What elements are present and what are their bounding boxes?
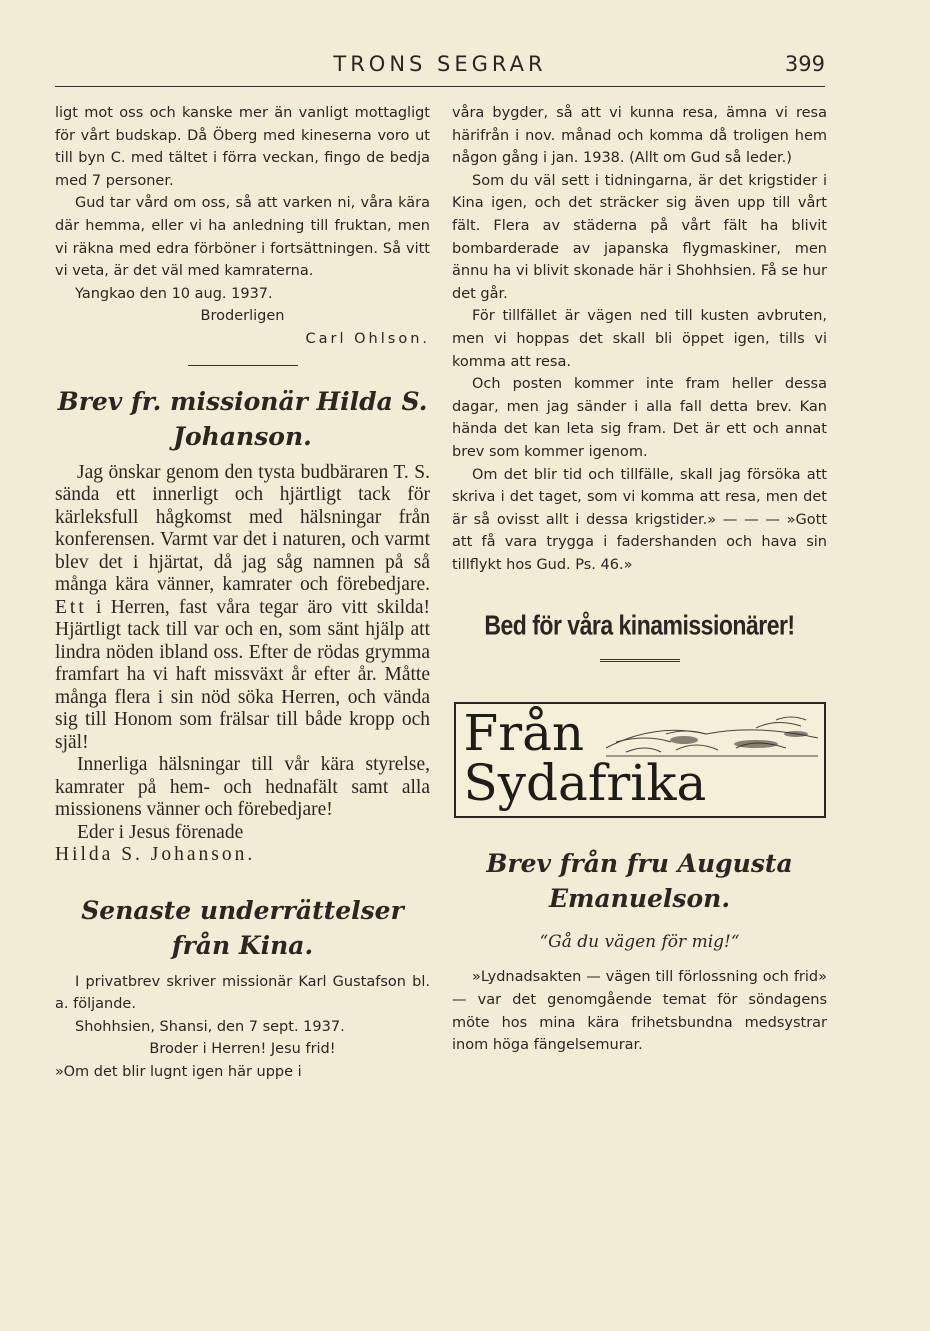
double-divider [600,659,680,662]
banner-line-1: Från [463,704,585,763]
banner-line-2: Sydafrika [463,754,707,813]
letter-paragraph-1-text: Jag önskar genom den tysta budbäraren T. S. sända ett innerligt och hjärtligt tack för kärleksfull hågkomst med hälsningar från konferensen. Varmt var det i naturen, och varmt blev det i hjärtat, då jag såg namnen på så många kära vänner, kamrater och förebedjare. [55,461,430,596]
place-date: Yangkao den 10 aug. 1937. [75,285,273,302]
prayer-call: Bed för våra kinamissionärer! [484,609,795,641]
news-greeting: Broder i Herren! Jesu frid! [149,1041,336,1058]
right-paragraph-3: För tillfället är vägen ned till kusten avbruten, men vi hoppas det skall bli öppet igen, tills vi komma att resa. [452,308,827,370]
left-column [55,102,430,1084]
running-header [55,52,825,87]
right-column [452,102,827,1057]
news-place-date: Shohhsien, Shansi, den 7 sept. 1937. [75,1018,345,1035]
right-paragraph-5: Om det blir tid och tillfälle, skall jag försöka att skriva i det taget, som vi komma att resa, men det är så ovisst allt i dessa krigstider.» — — — »Gott att få vara trygga i fadershanden och hava sin tillflykt hos Gud. Ps. 46.» [452,466,827,573]
letter-spaced-word: Ett [55,596,87,618]
news-paragraph-1: I privatbrev skriver missionär Karl Gustafson bl. a. följande. [55,973,430,1013]
quote: “Gå du vägen för mig!“ [539,932,740,953]
greeting: Broderligen [200,308,285,325]
letter-heading: Brev fr. missionär Hilda S. Johanson. [57,386,428,451]
letter-paragraph-1-end: i Herren, fast våra tegar äro vitt skilda! Hjärtligt tack till var och en, som sänt hjälp att lindra nöden ibland oss. Efter de rödas grymma framfart ha vi haft missväxt år efter år. Måtte många flera i sin nöd söka Herren, och vända sig till Honom som frälsar till både kropp och själ! [55,596,431,753]
emanuelson-heading: Brev från fru Augusta Emanuelson. [486,849,793,914]
intro-paragraph-1: ligt mot oss och kanske mer än vanligt mottagligt för vårt budskap. Då Öberg med kineserna voro ut till byn C. med tältet i förra veckan, fingo de bedja med 7 personer. [55,105,430,189]
signature-hilda-johanson: Hilda S. Johanson. [55,844,256,866]
section-divider [188,365,298,366]
letter-paragraph-1 [55,462,430,755]
letter-closing: Eder i Jesus förenade [77,821,244,843]
emanuelson-paragraph-1: »Lydnadsakten — vägen till förlossning och frid» — var det genomgående temat för söndagens möte hos mina kära frihetsbundna medsystrar inom höga fängelsemurar. [452,969,827,1054]
right-paragraph-2: Som du väl sett i tidningarna, är det krigstider i Kina igen, och det sträcker sig även upp till vårt fält. Flera av städerna på vårt fält ha blivit bombarderade av japanska flygmaskiner, men ännu ha vi blivit skonade här i Shohhsien. Få se hur det går. [452,172,827,302]
running-title: TRONS SEGRAR [333,52,547,76]
sydafrika-banner [454,702,826,818]
right-paragraph-1: våra bygder, så att vi kunna resa, ämna vi resa härifrån i nov. månad och komma då troligen hem någon gång i jan. 1938. (Allt om Gud så leder.) [452,105,827,167]
letter-paragraph-2: Innerliga hälsningar till vår kära styrelse, kamrater på hem- och hednafält samt alla missionens vänner och förebedjare! [55,754,430,821]
news-heading: Senaste underrättelser från Kina. [81,895,404,960]
page-number: 399 [784,52,825,76]
signature-carl-ohlson: Carl Ohlson. [305,330,430,347]
right-paragraph-4: Och posten kommer inte fram heller dessa dagar, men jag sänder i alla fall detta brev. Kan hända det kan leta sig fram. Det är ett och annat brev som kommer igenom. [452,376,827,460]
intro-paragraph-2: Gud tar vård om oss, så att varken ni, våra kära där hemma, eller vi ha anledning till fruktan, men vi räkna med edra förböner i fortsättningen. Så vitt vi veta, är det väl med kamraterna. [55,195,430,280]
news-paragraph-2: »Om det blir lugnt igen här uppe i [55,1063,302,1080]
